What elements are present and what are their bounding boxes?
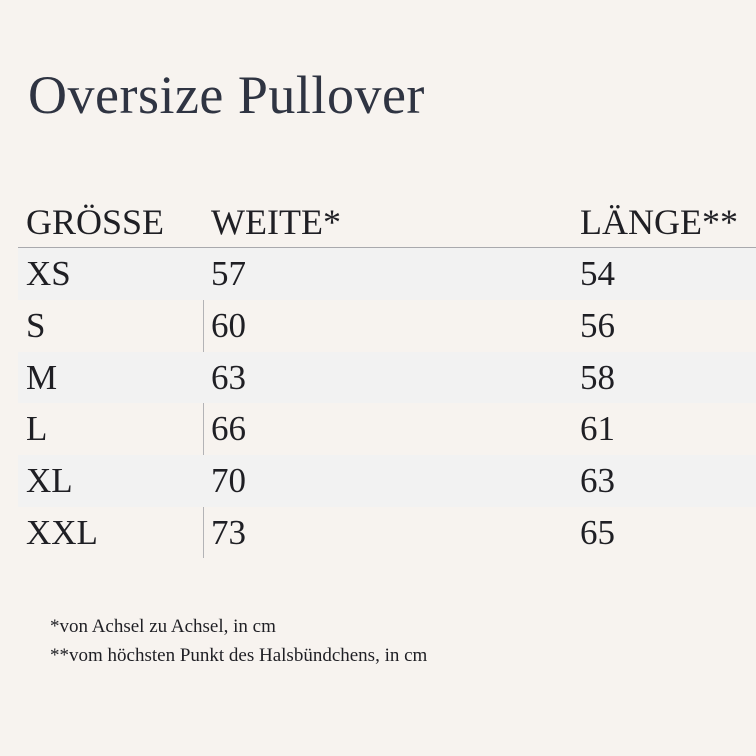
table-row bbox=[18, 248, 756, 300]
width-cell: 63 bbox=[211, 357, 246, 397]
table-row bbox=[18, 507, 756, 559]
width-cell: 70 bbox=[211, 461, 246, 501]
footnote-length: **vom höchsten Punkt des Halsbündchens, in cm bbox=[50, 645, 428, 666]
size-cell: L bbox=[26, 409, 48, 449]
header-length: LÄNGE** bbox=[580, 202, 738, 242]
header-width: WEITE* bbox=[211, 202, 341, 242]
table-row bbox=[18, 403, 756, 455]
size-cell: XXL bbox=[26, 512, 98, 552]
size-table bbox=[18, 196, 756, 559]
width-cell: 60 bbox=[211, 305, 246, 345]
size-cell: XL bbox=[26, 461, 73, 501]
size-cell: XS bbox=[26, 254, 71, 293]
table-body bbox=[18, 248, 756, 559]
width-cell: 66 bbox=[211, 409, 246, 449]
length-cell: 56 bbox=[580, 305, 615, 345]
table-row bbox=[18, 455, 756, 507]
footnote-width: *von Achsel zu Achsel, in cm bbox=[50, 616, 276, 637]
length-cell: 58 bbox=[580, 357, 615, 397]
table-row bbox=[18, 352, 756, 404]
size-cell: S bbox=[26, 305, 46, 345]
length-cell: 65 bbox=[580, 512, 615, 552]
length-cell: 63 bbox=[580, 461, 615, 501]
header-size: GRÖSSE bbox=[26, 202, 165, 242]
footnotes bbox=[50, 612, 427, 670]
table-row bbox=[18, 300, 756, 352]
table-header-row bbox=[18, 196, 756, 248]
length-cell: 54 bbox=[580, 254, 615, 293]
length-cell: 61 bbox=[580, 409, 615, 449]
width-cell: 57 bbox=[211, 254, 246, 293]
page-title: Oversize Pullover bbox=[28, 65, 425, 125]
width-cell: 73 bbox=[211, 512, 246, 552]
size-cell: M bbox=[26, 357, 58, 397]
